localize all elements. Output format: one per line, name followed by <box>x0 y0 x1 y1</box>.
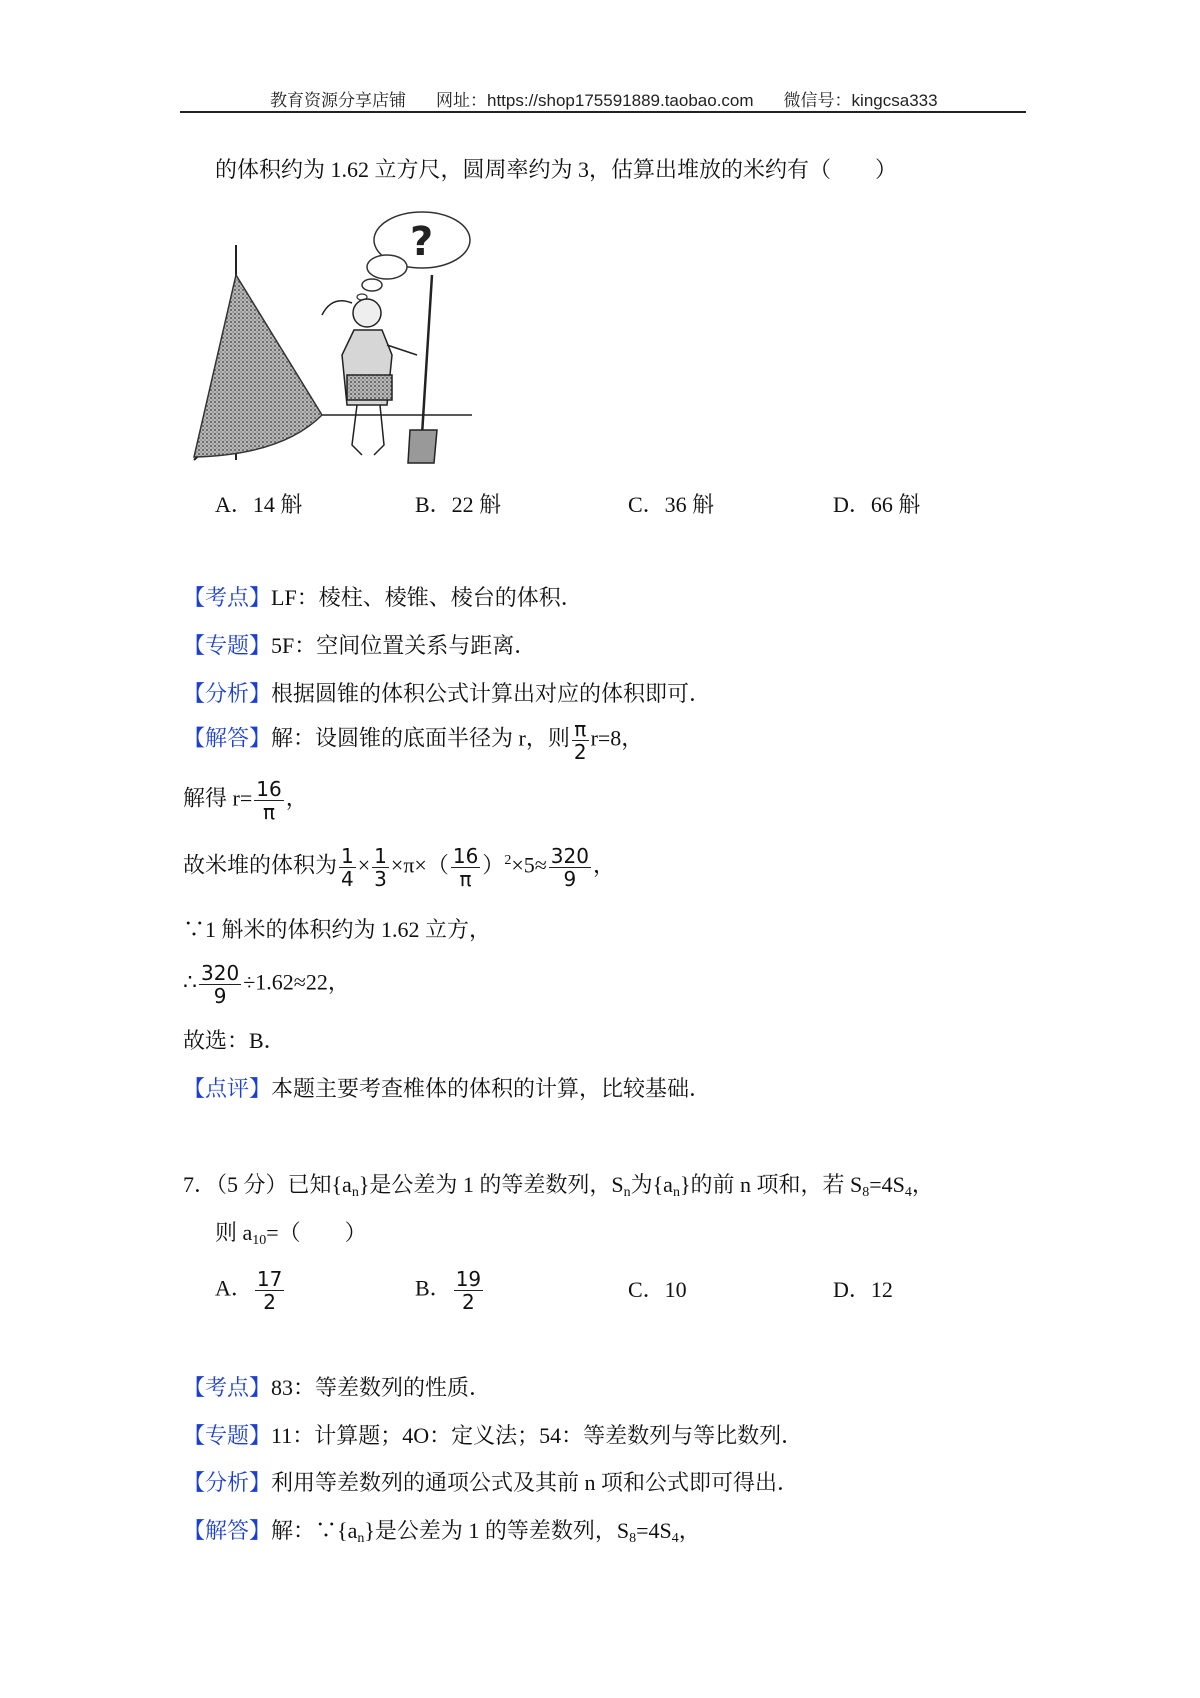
q7-option-d: D．12 <box>833 1277 893 1302</box>
q7-stem-line2: 则 $a_{10}=$（ ） <box>215 1220 367 1248</box>
q7-kaodian: 【考点】83：等差数列的性质． <box>183 1375 492 1400</box>
q6-option-c: C．36 斛 <box>628 492 715 517</box>
q6-option-d: D．66 斛 <box>833 492 921 517</box>
header-url: 网址：https://shop175591889.taobao.com <box>436 91 754 110</box>
header-divider <box>180 111 1026 113</box>
thought-bubble <box>357 212 470 300</box>
q6-jieda: 【解答】解：设圆锥的底面半径为 r，则 $\frac{\pi}{2}$ r=8， <box>183 717 644 764</box>
q6-volume: 故米堆的体积为 $\frac{1}{4}$ × $\frac{1}{3}$ ×π×（ $\frac{16}{\pi}$ ）$^2$×5≈ $\frac{320}{9}$ ， <box>183 844 615 891</box>
fraction: $\frac{320}{9}$ <box>550 844 589 891</box>
header-shop: 教育资源分享店铺 <box>270 91 406 110</box>
man-figure <box>322 275 437 463</box>
q6-stem: 的体积约为 1.62 立方尺，圆周率约为 3，估算出堆放的米约有（ ） <box>215 157 898 182</box>
q6-because: ∵1 斛米的体积约为 1.62 立方， <box>183 917 492 942</box>
q6-zhuanti: 【专题】5F：空间位置关系与距离． <box>183 633 537 658</box>
q6-fenxi: 【分析】根据圆锥的体积公式计算出对应的体积即可． <box>183 681 712 706</box>
q6-kaodian: 【考点】LF：棱柱、棱锥、棱台的体积． <box>183 585 583 610</box>
fraction: $\frac{16}{\pi}$ <box>256 777 282 824</box>
q7-zhuanti: 【专题】11：计算题；4O：定义法；54：等差数列与等比数列． <box>183 1423 804 1448</box>
q7-fenxi: 【分析】利用等差数列的通项公式及其前 n 项和公式即可得出． <box>183 1470 800 1495</box>
q6-dianping: 【点评】本题主要考查椎体的体积的计算，比较基础． <box>183 1076 712 1101</box>
page-header <box>270 86 968 111</box>
fraction: $\frac{1}{4}$ <box>341 844 354 891</box>
q6-option-b: B．22 斛 <box>415 492 502 517</box>
header-wechat: 微信号：kingcsa333 <box>783 91 938 110</box>
q6-answer: 故选：B． <box>183 1028 286 1053</box>
fraction: $\frac{320}{9}$ <box>201 961 240 1008</box>
q6-option-a: A．14 斛 <box>215 492 303 517</box>
rice-pile-illustration <box>182 205 482 475</box>
q6-therefore: ∴ $\frac{320}{9}$ ÷1.62≈22， <box>183 961 350 1008</box>
q7-stem: 7．（5 分）已知$\{a_n\}$是公差为 1 的等差数列，$S_n$为$\{a_n\}$的前 n 项和，若 $S_8=4S_4$， <box>183 1172 934 1200</box>
cone-pile <box>194 275 322 457</box>
q7-option-c: C．10 <box>628 1277 687 1302</box>
question-mark-icon: ? <box>410 219 434 265</box>
rice-pile-figure <box>182 205 482 475</box>
q7-option-a: A． $\frac{17}{2}$ <box>215 1267 283 1314</box>
fraction: $\frac{19}{2}$ <box>455 1267 482 1314</box>
q6-solve-r: 解得 r= $\frac{16}{\pi}$ ， <box>183 777 308 824</box>
q7-jieda: 【解答】解：$\because\{a_n\}$是公差为 1 的等差数列，$S_8=4S_4$， <box>183 1518 701 1546</box>
fraction: $\frac{16}{\pi}$ <box>452 844 479 891</box>
fraction: $\frac{17}{2}$ <box>256 1267 283 1314</box>
fraction: $\frac{\pi}{2}$ <box>573 717 587 764</box>
q7-option-b: B． $\frac{19}{2}$ <box>415 1267 482 1314</box>
fraction: $\frac{1}{3}$ <box>374 844 387 891</box>
